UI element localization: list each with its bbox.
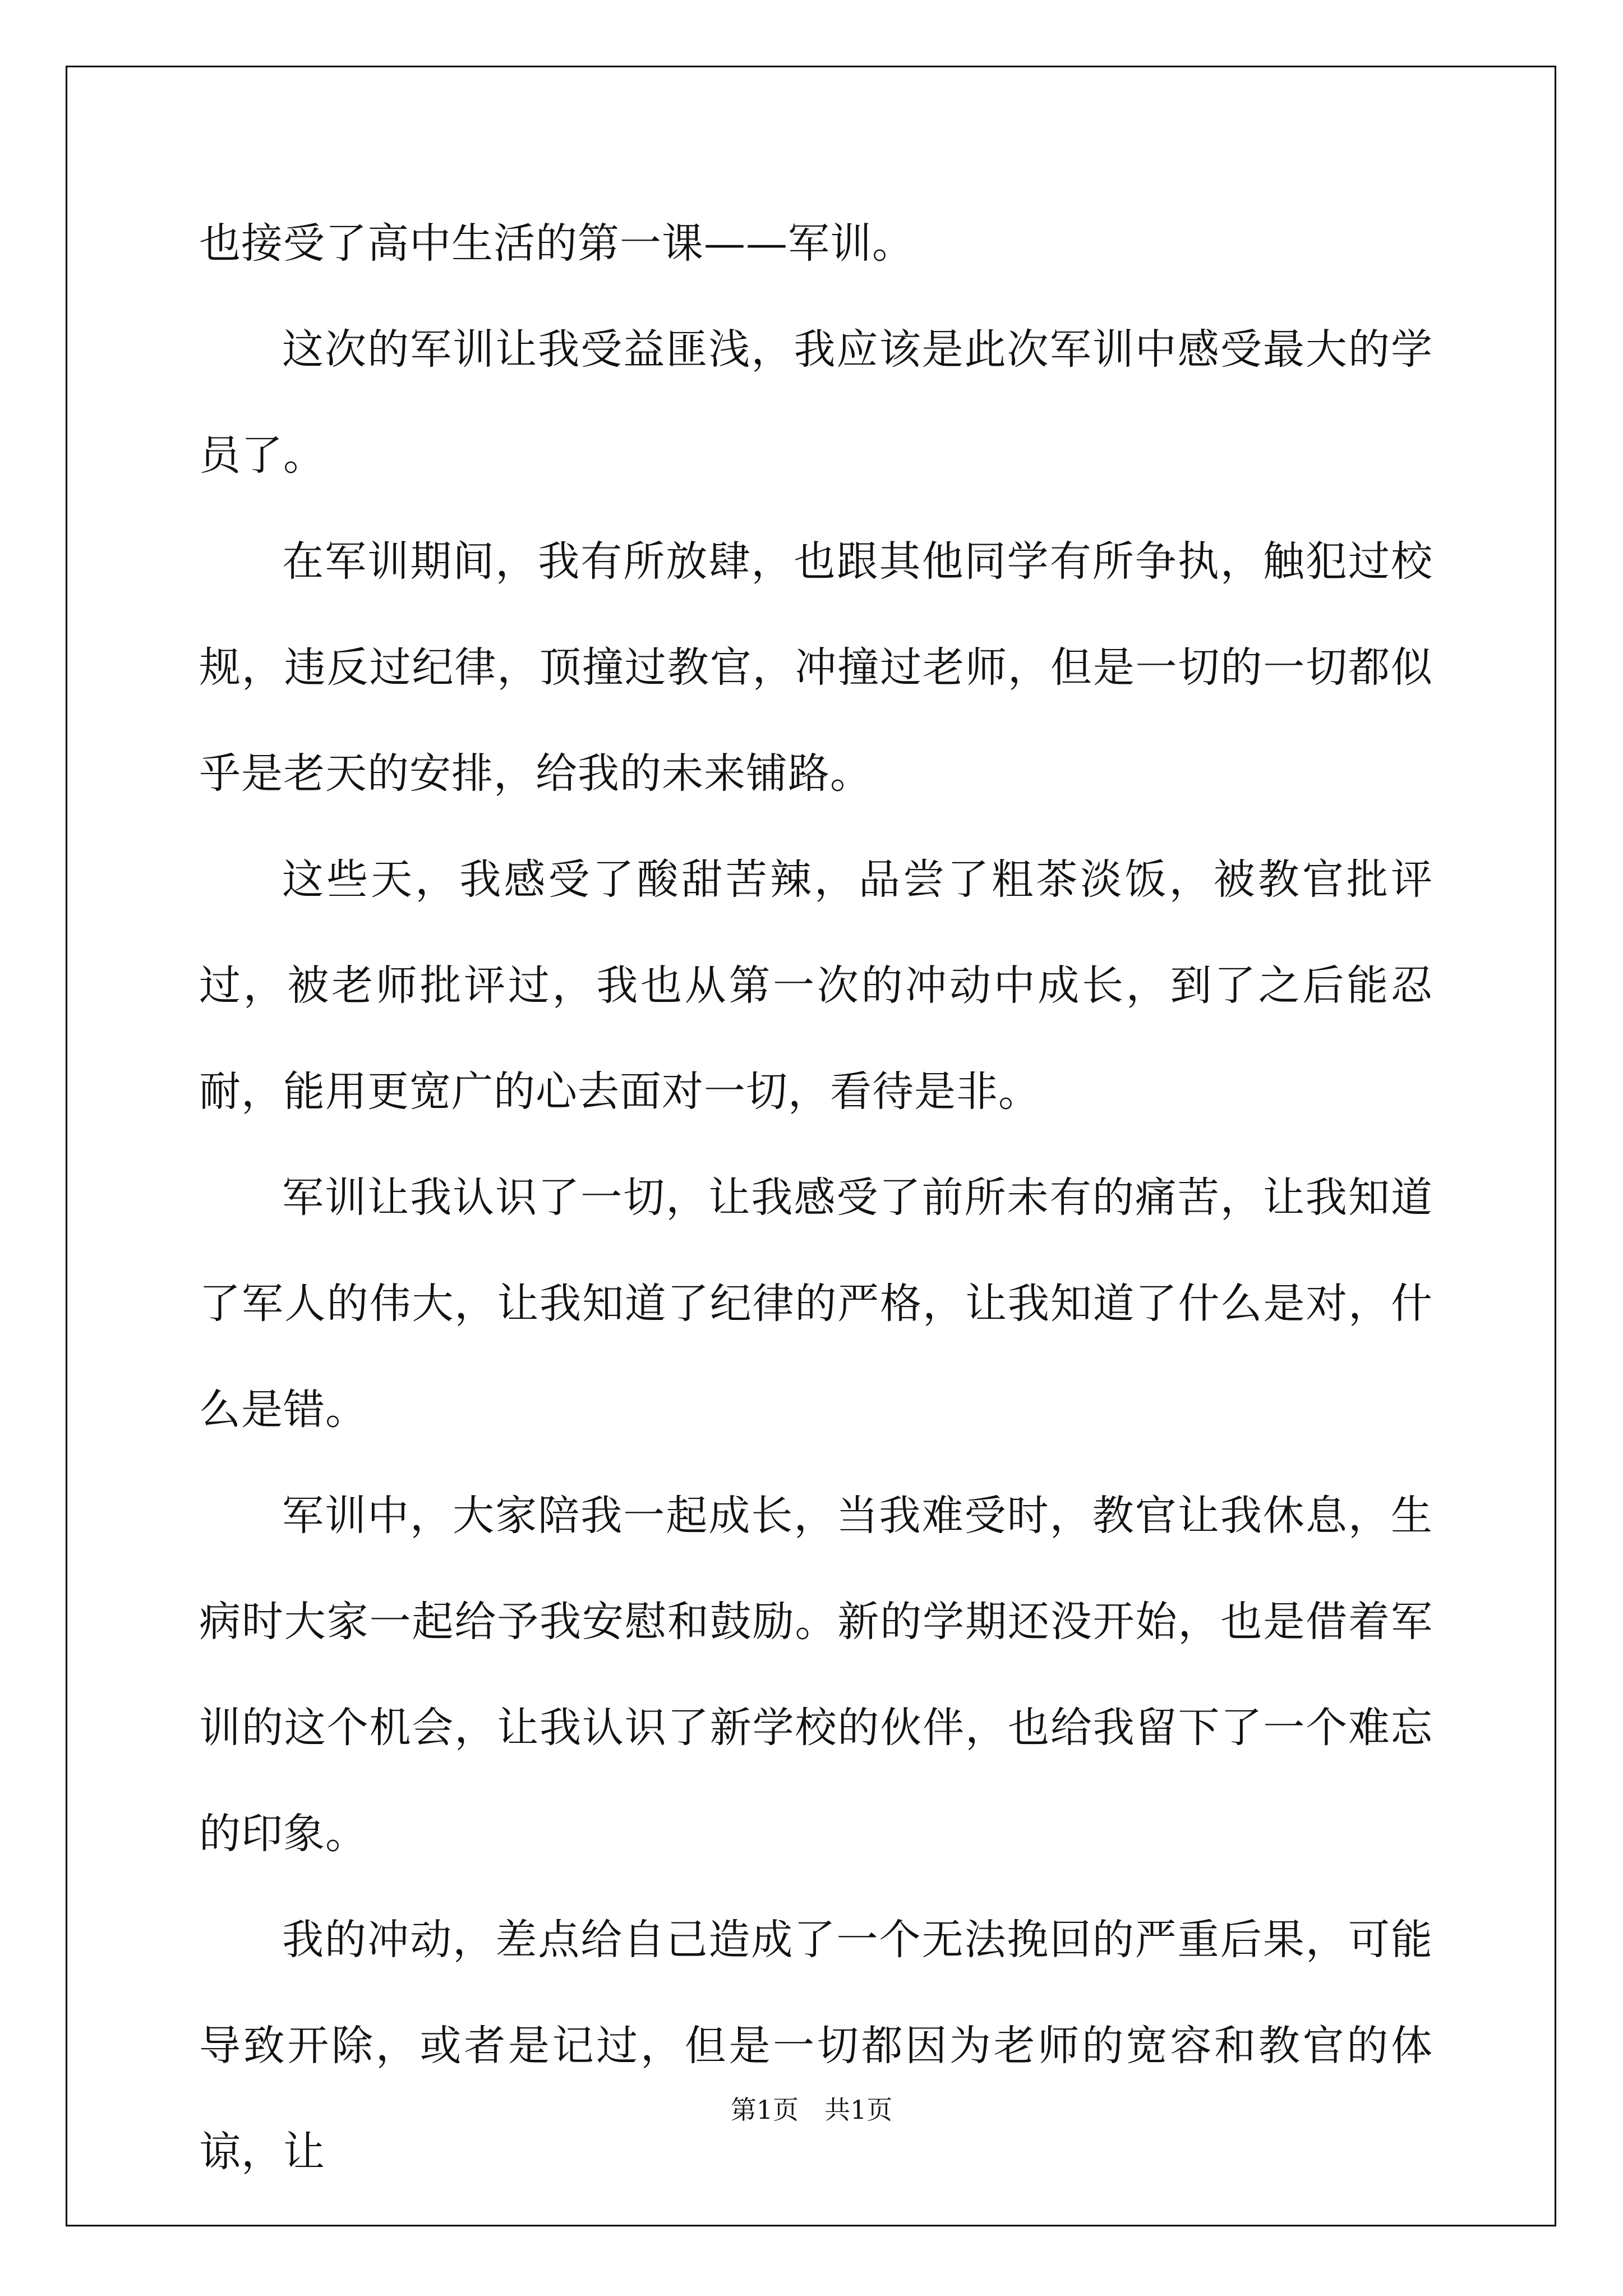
paragraph: 这次的军训让我受益匪浅，我应该是此次军训中感受最大的学员了。: [199, 325, 1433, 480]
paragraph: 军训让我认识了一切，让我感受了前所未有的痛苦，让我知道了军人的伟大，让我知道了纪律的严格，让我知道了什么是对，什么是错。: [199, 1174, 1433, 1434]
page-number-footer: 第1页 共1页: [730, 2095, 893, 2125]
document-body: [199, 191, 1433, 2205]
paragraph: 在军训期间，我有所放肆，也跟其他同学有所争执，触犯过校规，违反过纪律，顶撞过教官，冲撞过老师，但是一切的一切都似乎是老天的安排，给我的未来铺路。: [199, 537, 1433, 798]
paragraph: 军训中，大家陪我一起成长，当我难受时，教官让我休息，生病时大家一起给予我安慰和鼓励。新的学期还没开始，也是借着军训的这个机会，让我认识了新学校的伙伴，也给我留下了一个难忘的印象。: [199, 1492, 1433, 1858]
paragraph: 这些天，我感受了酸甜苦辣，品尝了粗茶淡饭，被教官批评过，被老师批评过，我也从第一次的冲动中成长，到了之后能忍耐，能用更宽广的心去面对一切，看待是非。: [199, 855, 1433, 1116]
paragraph-continuation: 也接受了高中生活的第一课——军训。: [199, 219, 914, 268]
paragraph: 我的冲动，差点给自己造成了一个无法挽回的严重后果，可能导致开除，或者是记过，但是一切都因为老师的宽容和教官的体谅，让: [199, 1916, 1433, 2176]
